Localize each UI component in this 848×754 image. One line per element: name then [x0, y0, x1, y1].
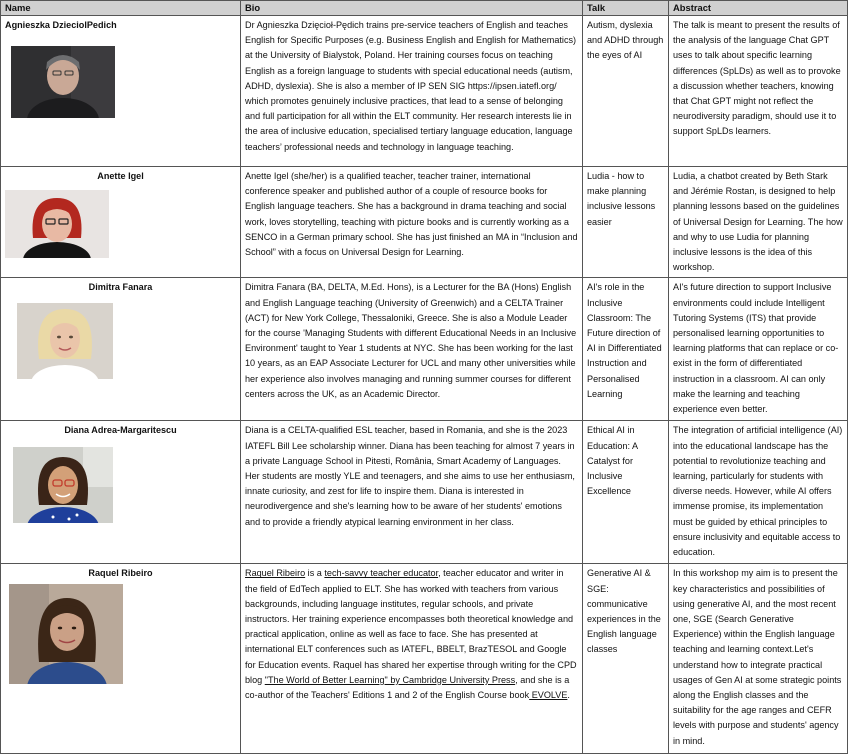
speaker-photo — [5, 190, 109, 258]
name-cell — [1, 167, 241, 278]
table-row — [1, 564, 848, 754]
bio-text — [245, 566, 578, 703]
bio-cell — [241, 167, 583, 278]
abstract-text: AI's future direction to support Inclusive environments could include Intelligent Tutoring Systems (ITS) that provide personalised learning opportunities to learning platforms that can replace or co-exist in the form of differentiated instruction in a classroom. AI can only make the learning and teaching experience even better. — [673, 282, 839, 415]
evolve-link[interactable]: EVOLVE — [529, 690, 568, 701]
talk-title: Ludia - how to make planning inclusive lessons easier — [587, 171, 656, 227]
bio-text: Dimitra Fanara (BA, DELTA, M.Ed. Hons), is a Lecturer for the BA (Hons) English and English Language teaching (University of Greenwich) and a CELTA Trainer (ACT) for New York College, Thessaloniki, Greece. She is also a Module Leader for the course 'Managing Students with different Educational Needs in an Inclusive Environment' taught to Year 1 students at NYC. She has been working for the last 10 years, as an EAP Associate Lecturer for UCL and many other universities while her experience also involves managing and running summer courses for different centers across the UK, as an Academic Director. — [245, 282, 577, 399]
abstract-cell — [669, 278, 848, 421]
profile-link[interactable]: tech-savvy teacher educator — [324, 568, 439, 579]
bio-fragment: is a — [305, 568, 325, 579]
speaker-name: Anette Igel — [97, 171, 144, 181]
bio-cell — [241, 278, 583, 421]
bio-cell — [241, 16, 583, 167]
abstract-text: Ludia, a chatbot created by Beth Stark and Jérémie Rostan, is designed to help planning lessons based on the guidelines of Universal Design for Learning. The how and why to use Ludia for planning inclusive lessons is the idea of this workshop. — [673, 171, 843, 273]
blog-link[interactable]: "The World of Better Learning" by Cambridge University Press — [264, 674, 516, 685]
speaker-photo — [17, 303, 113, 379]
speaker-photo — [9, 584, 123, 684]
speaker-link[interactable]: Raquel Ribeiro — [245, 568, 306, 579]
talk-cell — [583, 167, 669, 278]
talk-title: Generative AI & SGE: communicative experiences in the English language classes — [587, 568, 661, 655]
table-row — [1, 421, 848, 564]
abstract-text: In this workshop my aim is to present the key characteristics and possibilities of using generative AI, and the most recent one, SGE (Search Generative Experience) within the English language teaching and learning context.Let's understand how to integrate practical usages of Gen AI at some strategic points along the English classes and the suitability for the age ranges and CEFR levels with purpose and students' agency in mind. — [673, 568, 842, 746]
talk-cell — [583, 278, 669, 421]
speaker-name: Agnieszka DzieciolPedich — [5, 20, 117, 30]
table-row — [1, 16, 848, 167]
header-bio: Bio — [241, 1, 583, 16]
abstract-cell — [669, 16, 848, 167]
speaker-name: Raquel Ribeiro — [88, 568, 153, 579]
name-cell — [1, 421, 241, 564]
bio-text: Anette Igel (she/her) is a qualified teacher, teacher trainer, international conference speaker and published author of a couple of resource books for English language teachers. She has a background in drama teaching and social work, loves storytelling, teaching with picture books and is currently working as a SENCO in a German primary school. She has just finished an MA in “Inclusion and School” with a focus on Universal Design for Learning. — [245, 171, 578, 258]
bio-text: Dr Agnieszka Dzięcioł-Pędich trains pre-service teachers of English and teaches English for Specific Purposes (e.g. Business English and English for Mathematics) at the University of Bialystok, Poland. Her training courses focus on teaching English as a foreign language to students with special educational needs (autism, ADHD, dyslexia). She is also a member of IP SEN SIG https://ipsen.iatefl.org/ which promotes genuinely inclusive practices, that lead to a sense of belonging and full participation for all within the ELT community. Her research interests lie in the area of inclusive education, specialised tertiary language education, language teachers’ professional needs and technology in language teaching. — [245, 20, 577, 152]
abstract-cell — [669, 167, 848, 278]
talk-cell — [583, 16, 669, 167]
bio-text: Diana is a CELTA-qualified ESL teacher, based in Romania, and she is the 2023 IATEFL Bill Lee scholarship winner. Diana has been teaching for almost 7 years in a private Language School in Pitesti, România, Smart Academy of Languages. Her students are mostly YLE and teenagers, and she aims to use her enthusiasm, innate curiosity, and zest for life to inspire them. Diana is interested in neurodivergence and she's learning how to be aware of her students' emotions and to provide a friendly atypical learning environment in her class. — [245, 425, 575, 527]
name-cell — [1, 564, 241, 754]
talk-title: AI's role in the Inclusive Classroom: The Future direction of AI in Differentiated Instruction and Personalised Learning — [587, 282, 662, 399]
table-row — [1, 167, 848, 278]
speaker-name: Dimitra Fanara — [88, 282, 153, 293]
header-name: Name — [1, 1, 241, 16]
abstract-cell — [669, 421, 848, 564]
header-row — [1, 1, 848, 16]
bio-cell — [241, 564, 583, 754]
speaker-photo — [13, 447, 113, 523]
abstract-text: The integration of artificial intelligence (AI) into the educational landscape has the potential to revolutionize teaching and learning, particularly for students with diverse needs. However, while AI offers immense promise, its implementation must be guided by ethical principles to ensure inclusivity and equitable access to education. — [673, 425, 843, 558]
header-talk: Talk — [583, 1, 669, 16]
talk-title: Ethical AI in Education: A Catalyst for Inclusive Excellence — [587, 425, 638, 497]
bio-fragment: , teacher educator and writer in the field of EdTech applied to ELT. She has worked with teachers from various backgrounds, including language institutes, regular schools, and private instructors. Her training experience encompasses both theoretical knowledge and practical application, online as well as face to face. She has presented at international ELT conferences such as IATEFL, BBELT, BrazTESOL and Google for Education events. Raquel has shared her expertise through writing for the CPD blog — [245, 568, 577, 685]
table-row — [1, 278, 848, 421]
talk-cell — [583, 421, 669, 564]
talk-cell — [583, 564, 669, 754]
speaker-photo — [11, 46, 115, 118]
speaker-name: Diana Adrea-Margaritescu — [64, 425, 177, 436]
talk-title: Autism, dyslexia and ADHD through the eyes of AI — [587, 20, 664, 61]
bio-fragment: , and she is a co-author of the Teachers' Editions 1 and 2 of the English Course book — [245, 674, 570, 701]
abstract-text: The talk is meant to present the results of the analysis of the language Chat GPT uses to talk about specific learning differences (SpLDs) as well as to provoke a discussion whether teachers, knowing that Chat GPT might not reflect the neurodiversity paradigm, should use it to support SpLDs learners. — [673, 20, 841, 137]
bio-cell — [241, 421, 583, 564]
bio-fragment: . — [567, 690, 570, 701]
name-cell — [1, 278, 241, 421]
header-abstract: Abstract — [669, 1, 848, 16]
abstract-cell — [669, 564, 848, 754]
name-cell — [1, 16, 241, 167]
